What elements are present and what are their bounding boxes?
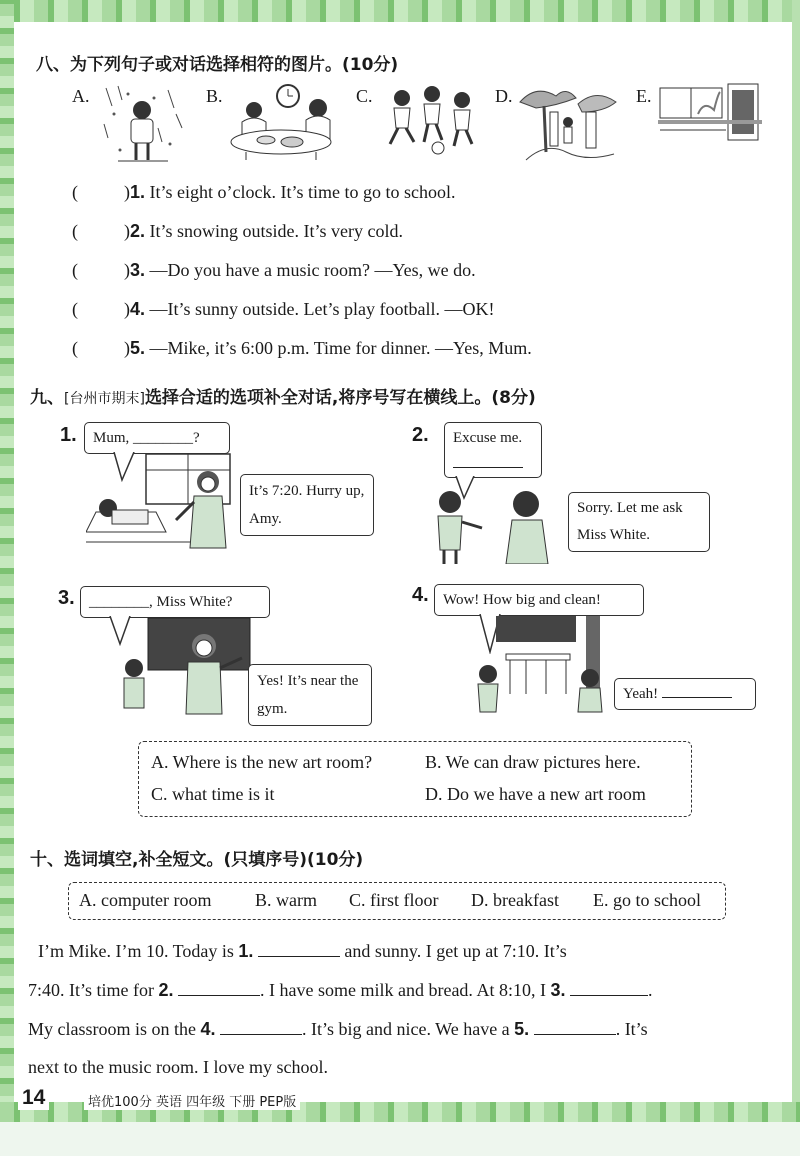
blank-number-4: 4. [200,1019,216,1039]
item-number: 1. [130,182,146,202]
passage-text: and sunny. I get up at 7:10. It’s [344,941,567,961]
picture-a-snow [98,84,186,164]
passage-blank-4[interactable] [220,1018,302,1035]
item-number: 2. [130,221,146,241]
dialog-4-bubble-question: Wow! How big and clean! [434,584,644,616]
passage-text: I’m Mike. I’m 10. Today is [38,941,234,961]
section8-item-2 [72,221,772,242]
answer-paren-close: ) [124,221,130,241]
dialog-4-number: 4. [412,584,429,606]
passage-line-2: 7:40. It’s time for 2. . I have some milk and bread. At 8:10, I 3. . [28,980,653,1000]
answer-paren-open: ( [72,221,78,241]
dialog-4-bubble-answer [614,678,756,710]
dialog-2-question-text: Excuse me. [453,430,523,446]
passage-text: . It’s big and nice. We have a [302,1019,510,1039]
answer-paren-close: ) [124,338,130,358]
item-text: It’s snowing outside. It’s very cold. [149,221,403,241]
section8-item-3 [72,260,772,281]
dialog-4-blank[interactable] [662,681,732,698]
word-d: D. breakfast [471,890,559,910]
dialog-3-number: 3. [58,587,75,609]
picture-label-c: C. [356,86,373,106]
dialog-1-bubble-answer: It’s 7:20. Hurry up, Amy. [240,474,374,536]
answer-paren-open: ( [72,338,78,358]
decorative-border-right [792,0,800,1156]
option-b: B. We can draw pictures here. [425,752,641,772]
item-number: 3. [130,260,146,280]
item-text: —Mike, it’s 6:00 p.m. Time for dinner. —Yes, Mum. [149,338,532,358]
blank-number-2: 2. [158,980,174,1000]
blank-number-1: 1. [238,941,254,961]
passage-line-1 [28,940,773,962]
section10-word-box [68,882,726,920]
word-e: E. go to school [593,890,701,910]
answer-paren-close: ) [124,299,130,319]
dialog-2-bubble-question [444,422,542,478]
blank-number-3: 3. [550,980,566,1000]
passage-line-3 [28,1018,773,1040]
dialog-3-bubble-answer: Yes! It’s near the gym. [248,664,372,726]
page-bottom-margin [0,1122,800,1156]
section9-heading [30,383,536,408]
item-text: It’s eight o’clock. It’s time to go to school. [149,182,456,202]
section9-options-box [138,741,692,817]
option-c: C. what time is it [151,784,275,804]
section9-number: 九、 [30,388,64,408]
passage-blank-5[interactable] [534,1018,616,1035]
item-text: —It’s sunny outside. Let’s play football. —OK! [149,299,495,319]
passage-blank-3[interactable] [570,979,648,996]
item-number: 5. [130,338,146,358]
passage-line-4: next to the music room. I love my school. [28,1057,328,1077]
answer-paren-open: ( [72,260,78,280]
book-title: 培优100分 英语 四年级 下册 PEP版 [84,1091,300,1110]
passage-text: . It’s [615,1019,648,1039]
picture-label-b: B. [206,86,223,106]
item-text: —Do you have a music room? —Yes, we do. [149,260,476,280]
picture-label-d: D. [495,86,513,106]
picture-b-dinner [226,82,336,160]
page-number: 14 [18,1086,49,1110]
passage-text: 7:40. It’s time for [28,980,154,1000]
picture-c-football [380,84,480,156]
answer-paren-open: ( [72,182,78,202]
decorative-border-left [0,0,14,1156]
option-a: A. Where is the new art room? [151,752,373,772]
word-a: A. computer room [79,890,212,910]
passage-blank-1[interactable] [258,940,340,957]
picture-label-e: E. [636,86,652,106]
picture-d-school-gate [516,82,620,162]
passage-blank-2[interactable] [178,979,260,996]
picture-e-music-room [658,80,762,144]
option-d: D. Do we have a new art room [425,784,646,804]
item-number: 4. [130,299,146,319]
dialog-2-number: 2. [412,424,429,446]
dialog-3-scene-classroom [112,616,254,716]
dialog-2-bubble-answer: Sorry. Let me ask Miss White. [568,492,710,552]
dialog-4-answer-text: Yeah! [623,686,659,702]
dialog-2-blank[interactable] [453,451,523,468]
decorative-border-top [0,0,800,22]
word-b: B. warm [255,890,317,910]
dialog-4-scene-art-room [466,614,616,714]
section8-item-5 [72,338,772,359]
section9-instruction: 选择合适的选项补全对话,将序号写在横线上。(8分) [144,388,536,408]
blank-number-5: 5. [514,1019,530,1039]
answer-paren-close: ) [124,260,130,280]
picture-label-a: A. [72,86,90,106]
section8-item-4 [72,299,772,320]
source-tag: [台州市期末] [64,391,145,407]
dialog-3-bubble-question: ________, Miss White? [80,586,270,618]
dialog-1-number: 1. [60,424,77,446]
dialog-1-bubble-question: Mum, ________? [84,422,230,454]
dialog-1-mother [172,468,232,550]
section8-item-1 [72,182,772,203]
section8-heading: 八、为下列句子或对话选择相符的图片。(10分) [36,55,399,75]
answer-paren-close: ) [124,182,130,202]
section10-heading: 十、选词填空,补全短文。(只填序号)(10分) [30,850,364,870]
passage-text: My classroom is on the [28,1019,196,1039]
word-c: C. first floor [349,890,439,910]
dialog-2-scene-children [430,488,560,564]
answer-paren-open: ( [72,299,78,319]
passage-text: . I have some milk and bread. At 8:10, I [260,980,546,1000]
